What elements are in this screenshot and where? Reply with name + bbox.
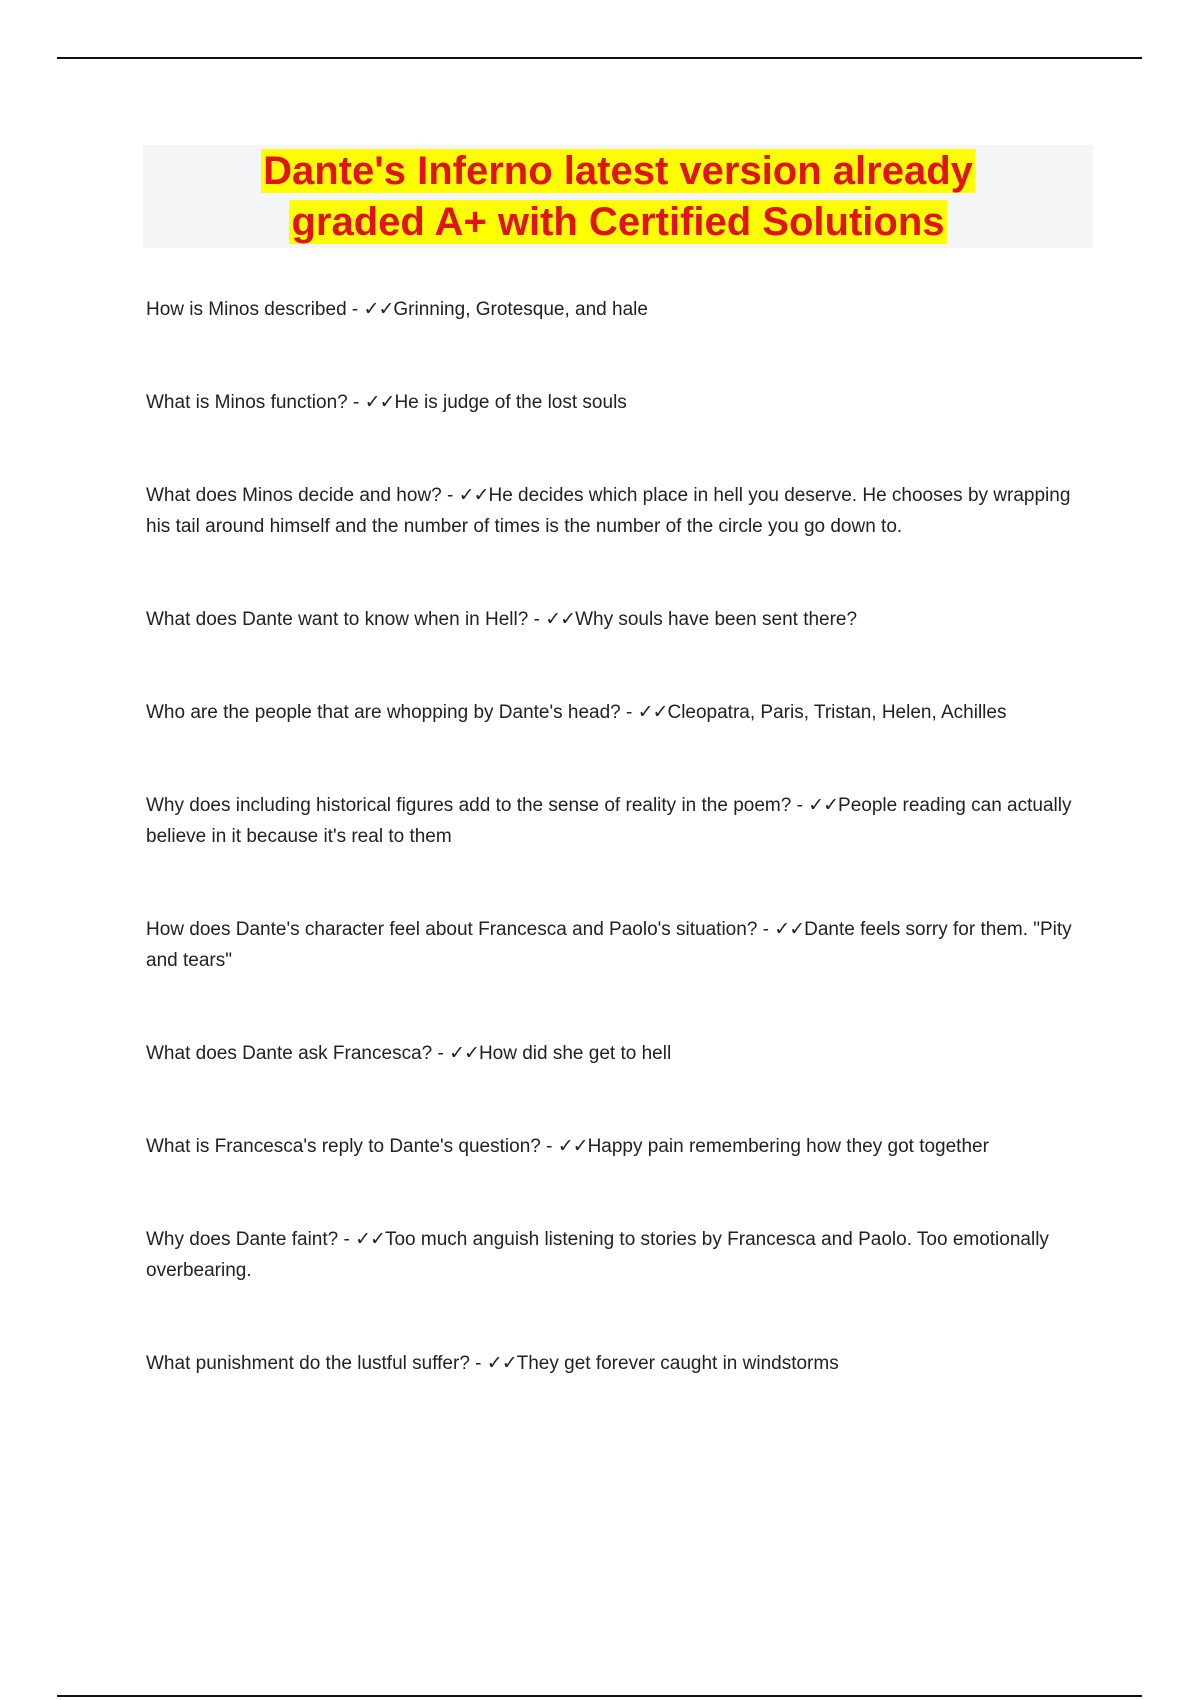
question: What does Dante want to know when in Hell? (146, 609, 529, 630)
check-mark-icon: ✓✓ (808, 795, 839, 816)
answer: Why souls have been sent there? (575, 609, 858, 630)
check-mark-icon: ✓✓ (486, 1353, 517, 1374)
answer: Grinning, Grotesque, and hale (393, 299, 648, 320)
check-mark-icon: ✓✓ (637, 702, 668, 723)
question: How does Dante's character feel about Francesca and Paolo's situation? (146, 919, 758, 940)
answer: They get forever caught in windstorms (516, 1353, 839, 1374)
title-line-1: Dante's Inferno latest version already (263, 148, 973, 193)
answer: Dante feels sorry for them. "Pity and tears" (146, 919, 1072, 971)
check-mark-icon: ✓✓ (774, 919, 805, 940)
check-mark-icon: ✓✓ (545, 609, 576, 630)
check-mark-icon: ✓✓ (363, 299, 394, 320)
answer: Happy pain remembering how they got together (587, 1136, 989, 1157)
separator: - (620, 702, 638, 723)
top-rule (57, 57, 1142, 59)
check-mark-icon: ✓✓ (449, 1043, 479, 1064)
qa-item (146, 1224, 1096, 1286)
qa-item (146, 1131, 1096, 1162)
qa-list (146, 294, 1096, 1441)
check-mark-icon: ✓✓ (557, 1136, 588, 1157)
separator: - (441, 485, 459, 506)
separator: - (432, 1043, 450, 1064)
separator: - (338, 1229, 356, 1250)
qa-item (146, 294, 1096, 325)
question: Who are the people that are whopping by Dante's head? (146, 702, 621, 723)
answer: Cleopatra, Paris, Tristan, Helen, Achilles (667, 702, 1007, 723)
question: What punishment do the lustful suffer? (146, 1353, 470, 1374)
check-mark-icon: ✓✓ (458, 485, 489, 506)
qa-item (146, 604, 1096, 635)
answer: People reading can actually believe in it because it's real to them (146, 795, 1072, 847)
check-mark-icon: ✓✓ (355, 1229, 385, 1250)
document-title (261, 146, 975, 248)
qa-item (146, 790, 1096, 852)
separator: - (347, 392, 365, 413)
qa-item (146, 697, 1096, 728)
qa-item (146, 1038, 1096, 1069)
answer: Too much anguish listening to stories by Francesca and Paolo. Too emotionally overbearing. (146, 1229, 1049, 1281)
title-box (143, 145, 1093, 248)
question: What is Francesca's reply to Dante's question? (146, 1136, 541, 1157)
qa-item (146, 1348, 1096, 1379)
answer: How did she get to hell (478, 1043, 672, 1064)
separator: - (528, 609, 546, 630)
question: What does Dante ask Francesca? (146, 1043, 433, 1064)
qa-item (146, 914, 1096, 976)
question: How is Minos described (146, 299, 347, 320)
title-line-2: graded A+ with Certified Solutions (291, 199, 945, 244)
question: What is Minos function? (146, 392, 348, 413)
qa-item (146, 387, 1096, 418)
qa-item (146, 480, 1096, 542)
separator: - (469, 1353, 487, 1374)
question: Why does including historical figures add to the sense of reality in the poem? (146, 795, 792, 816)
separator: - (346, 299, 364, 320)
separator: - (791, 795, 809, 816)
separator: - (540, 1136, 558, 1157)
bottom-rule (57, 1695, 1142, 1697)
answer: He is judge of the lost souls (394, 392, 627, 413)
check-mark-icon: ✓✓ (364, 392, 395, 413)
question: Why does Dante faint? (146, 1229, 339, 1250)
question: What does Minos decide and how? (146, 485, 442, 506)
separator: - (757, 919, 775, 940)
answer: He decides which place in hell you deserve. He chooses by wrapping his tail around himself and the number of times is the number of the circle you go down to. (146, 485, 1071, 537)
